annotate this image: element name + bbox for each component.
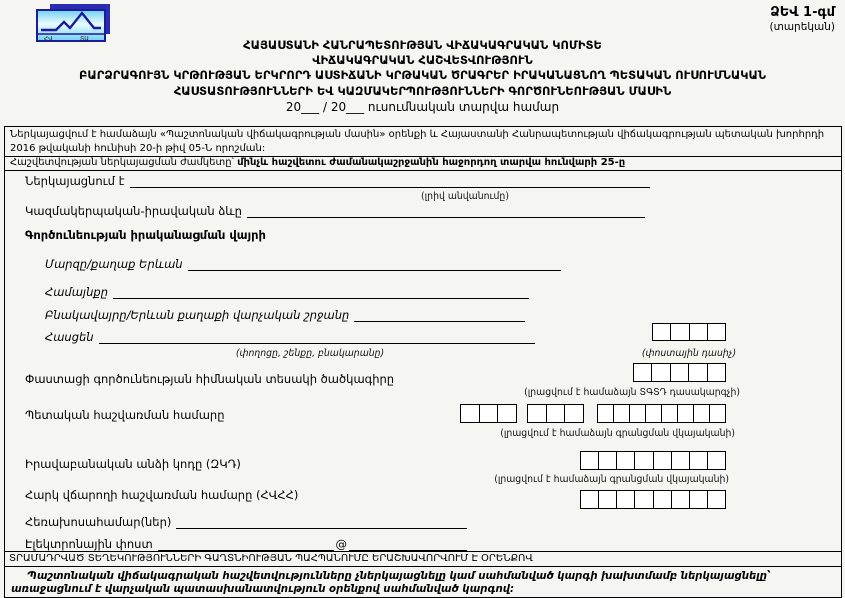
- code-box-cell[interactable]: [689, 490, 708, 509]
- field-presented-by: [25, 175, 650, 189]
- legal-entity-code-label: Իրավաբանական անձի կոդը (ԶԿԴ): [25, 457, 241, 471]
- phone-label: Հեռախոսահամար(ներ): [25, 515, 172, 529]
- code-box-cell[interactable]: [634, 490, 653, 509]
- form-title-line1: ԲԱՐՁՐԱԳՈՒՅՆ ԿՐԹՈՒԹՅԱՆ ԵՐԿՐՈՐԴ ԱՍՏԻՃԱՆԻ ԿՐԹԱԿԱՆ ԾՐԱԳՐԵՐ ԻՐԱԿԱՆԱՑՆՈՂ ՊԵՏԱԿԱՆ ՈՒՍՈՒՄՆԱԿԱՆ: [78, 68, 767, 82]
- code-box-cell[interactable]: [677, 404, 694, 423]
- email-local-input-line[interactable]: [158, 538, 334, 551]
- address-label: Հասցեն: [45, 330, 94, 344]
- code-box-cell[interactable]: [661, 404, 678, 423]
- community-input-line[interactable]: [113, 286, 529, 299]
- field-legal-form: [25, 205, 645, 219]
- code-box-cell[interactable]: [670, 323, 689, 341]
- code-box-cell[interactable]: [653, 490, 672, 509]
- field-email: [25, 538, 467, 552]
- email-label: Էլեկտրոնային փոստ: [25, 537, 153, 551]
- code-box-cell[interactable]: [616, 490, 635, 509]
- activity-location-heading: Գործունեության իրականացման վայրի: [25, 228, 266, 242]
- postal-code-hint: (փոստային դասիչ): [641, 348, 737, 359]
- deadline-date: մինչև հաշվետու ժամանակաշրջանին հաջորդող տարվա հունվարի 25-ը: [237, 157, 626, 168]
- code-box-cell[interactable]: [707, 451, 726, 470]
- presented-by-label: Ներկայացնում է: [25, 174, 125, 188]
- state-reg-hint: (լրացվում է համաձայն գրանցման վկայականի): [500, 428, 735, 439]
- confidentiality-strip: ՏՐԱՄԱԴՐՎԱԾ ՏԵՂԵԿՈՒԹՅՈՒՆՆԵՐԻ ԳԱՂՏՆԻՈՒԹՅԱՆ ՊԱՀՊԱՆՈՒՄԸ ԵՐԱՇԽԱՎՈՐՎՈՒՄ Է ՕՐԵՆՔՈՎ: [5, 551, 841, 567]
- code-box-cell[interactable]: [616, 451, 635, 470]
- code-box-cell[interactable]: [707, 323, 726, 341]
- code-box-cell[interactable]: [633, 363, 652, 382]
- logo-left-letters: ՀՎ: [44, 35, 53, 43]
- code-box-cell[interactable]: [707, 363, 726, 382]
- code-box-cell[interactable]: [670, 363, 689, 382]
- code-box-cell[interactable]: [497, 404, 517, 423]
- form-body-box: [4, 126, 842, 598]
- code-box-cell[interactable]: [709, 404, 726, 423]
- phone-input-line[interactable]: [176, 516, 467, 529]
- settlement-input-line[interactable]: [354, 309, 525, 322]
- state-reg-boxes-group1[interactable]: [460, 404, 517, 423]
- report-type: ՎԻՃԱԿԱԳՐԱԿԱՆ ՀԱՇՎԵՏՎՈՒԹՅՈՒՆ: [312, 53, 533, 67]
- code-box-cell[interactable]: [689, 451, 708, 470]
- code-box-cell[interactable]: [546, 404, 566, 423]
- region-label: Մարզը/քաղաք Երևան: [45, 257, 183, 271]
- form-code: ՁԵՎ 1-գմ: [770, 5, 835, 20]
- community-label: Համայնքը: [45, 285, 109, 299]
- code-box-cell[interactable]: [580, 451, 599, 470]
- logo-right-letters: ՏԱ: [80, 35, 89, 43]
- field-phone: [25, 516, 467, 530]
- field-region: [45, 258, 561, 272]
- settlement-label: Բնակավայրը/Երևան քաղաքի վարչական շրջանը: [45, 308, 350, 322]
- form-title-line2: ՀԱՍՏԱՏՈՒԹՅՈՒՆՆԵՐԻ ԵՎ ԿԱԶՄԱԿԵՐՊՈՒԹՅՈՒՆՆԵՐԻ ԳՈՐԾՈՒՆԵՈՒԹՅԱՆ ՄԱՍԻՆ: [173, 84, 672, 98]
- code-box-cell[interactable]: [653, 451, 672, 470]
- activity-code-label: Փաստացի գործունեության հիմնական տեսակի ծածկագիրը: [25, 372, 395, 386]
- address-hint: (փողոցը, շենքը, բնակարանը): [235, 348, 385, 359]
- postal-code-boxes[interactable]: [652, 323, 726, 341]
- tin-label: Հարկ վճարողի հաշվառման համարը (ՀՎՀՀ): [25, 488, 299, 502]
- address-input-line[interactable]: [99, 331, 535, 344]
- code-box-cell[interactable]: [693, 404, 710, 423]
- code-box-cell[interactable]: [613, 404, 630, 423]
- code-box-cell[interactable]: [671, 490, 690, 509]
- state-reg-label: Պետական հաշվառման համարը: [25, 408, 225, 422]
- legal-form-label: Կազմակերպական-իրավական ձևը: [25, 204, 242, 218]
- code-box-cell[interactable]: [597, 404, 614, 423]
- region-input-line[interactable]: [188, 258, 561, 271]
- liability-note: Պաշտոնական վիճակագրական հաշվետվությունները չներկայացնելը կամ սահմանված կարգի խախտմամբ ներկայացնելը՝ առաջացնում է վարչական պատասխանատվություն օրենքով սահմանված կարգով:: [11, 571, 771, 595]
- field-settlement: [45, 309, 525, 323]
- code-box-cell[interactable]: [527, 404, 547, 423]
- code-box-cell[interactable]: [634, 451, 653, 470]
- code-box-cell[interactable]: [598, 490, 617, 509]
- code-box-cell[interactable]: [564, 404, 584, 423]
- code-box-cell[interactable]: [580, 490, 599, 509]
- tin-boxes[interactable]: [580, 490, 726, 509]
- academic-year-line: 20___ / 20___ ուսումնական տարվա համար: [285, 100, 560, 114]
- committee-name: ՀԱՅԱՍՏԱՆԻ ՀԱՆՐԱՊԵՏՈՒԹՅԱՆ ՎԻՃԱԿԱԳՐԱԿԱՆ ԿՈՄԻՏԵ: [243, 38, 602, 52]
- legal-basis-text: Ներկայացվում է համաձայն «Պաշտոնական վիճակագրության մասին» օրենքի և Հայաստանի Հանրապետության վիճակագրության պետական խորհրդի 2016 թվականի հունիսի 20-ի թիվ 05-Ն որոշման:: [5, 127, 841, 157]
- email-domain-input-line[interactable]: [349, 538, 467, 551]
- code-box-cell[interactable]: [671, 451, 690, 470]
- code-box-cell[interactable]: [645, 404, 662, 423]
- code-box-cell[interactable]: [629, 404, 646, 423]
- code-box-cell[interactable]: [689, 323, 708, 341]
- code-box-cell[interactable]: [652, 323, 671, 341]
- code-box-cell[interactable]: [479, 404, 499, 423]
- field-community: [45, 286, 529, 300]
- deadline-row: [5, 157, 841, 171]
- legal-entity-code-boxes[interactable]: [580, 451, 726, 470]
- activity-code-boxes[interactable]: [633, 363, 726, 382]
- code-box-cell[interactable]: [651, 363, 670, 382]
- legal-form-input-line[interactable]: [247, 205, 645, 218]
- code-box-cell[interactable]: [707, 490, 726, 509]
- legal-entity-code-hint: (լրացվում է համաձայն գրանցման վկայականի): [494, 474, 729, 485]
- form-periodicity: (տարեկան): [769, 21, 835, 33]
- field-address: [45, 331, 535, 345]
- presented-by-input-line[interactable]: [130, 175, 651, 188]
- code-box-cell[interactable]: [460, 404, 480, 423]
- code-box-cell[interactable]: [598, 451, 617, 470]
- email-at-symbol: @: [335, 537, 347, 551]
- presented-by-hint: (լրիվ անվանումը): [421, 191, 509, 202]
- code-box-cell[interactable]: [688, 363, 707, 382]
- activity-code-hint: (լրացվում է համաձայն ՏԳՏԴ դասակարգչի): [524, 387, 740, 398]
- state-reg-boxes-group2[interactable]: [527, 404, 584, 423]
- deadline-prefix: Հաշվետվության ներկայացման ժամկետը՝: [10, 157, 238, 168]
- state-reg-boxes-group3[interactable]: [597, 404, 726, 423]
